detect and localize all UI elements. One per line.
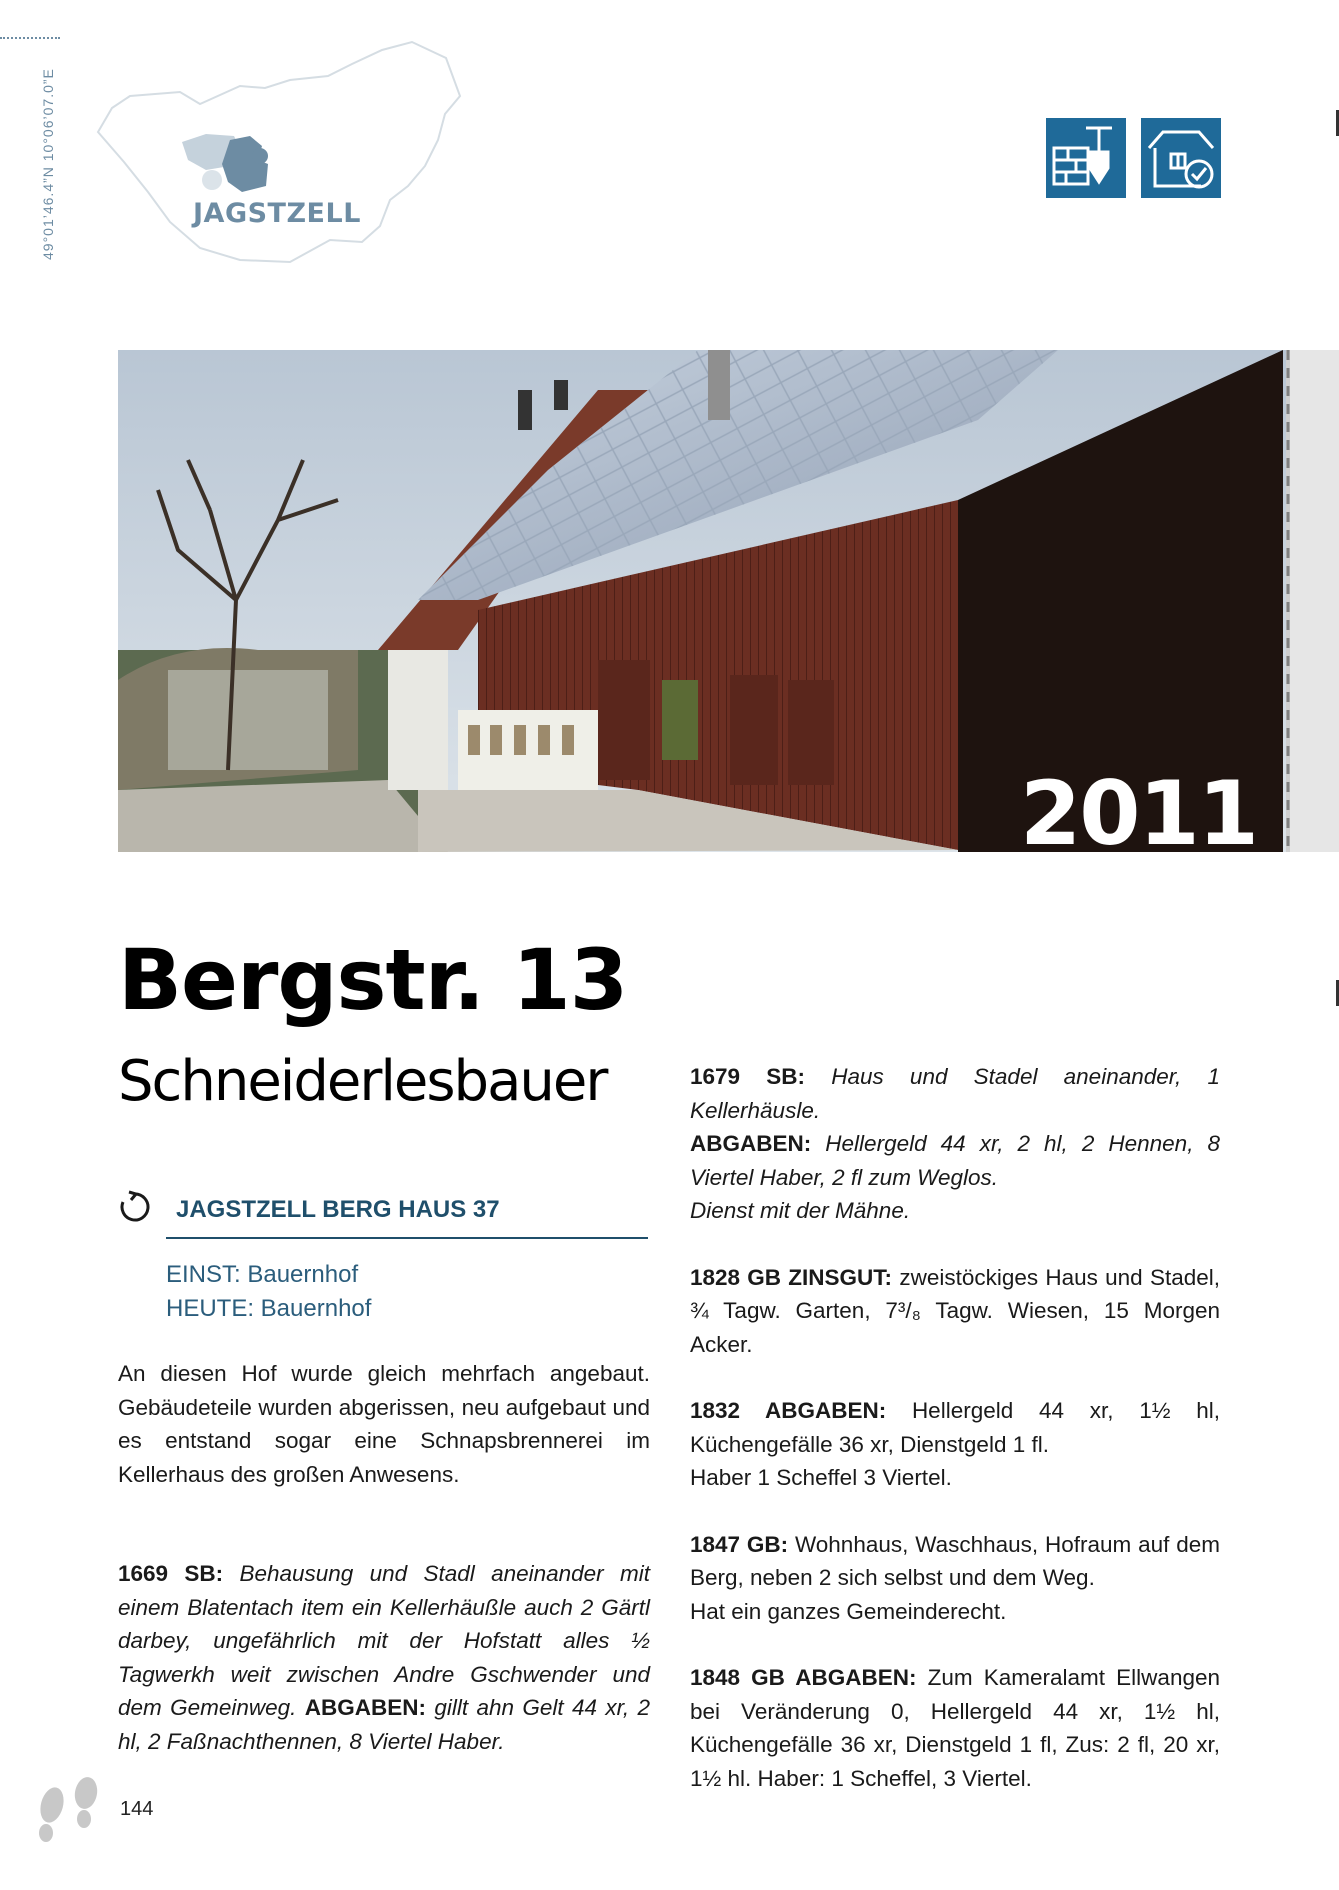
farm-building-check-icon [1141, 118, 1221, 198]
entry-lead: ABGABEN: [690, 1131, 812, 1156]
entry-1847 [690, 1528, 1220, 1629]
history-label: JAGSTZELL BERG HAUS 37 [176, 1195, 500, 1223]
intro-paragraph: An diesen Hof wurde gleich mehrfach angebaut. Gebäudeteile wurden abgerissen, neu aufgebaut und es entstand sogar eine Schnapsbrennerei im Kellerhaus des großen Anwesens. [118, 1361, 650, 1487]
entry-lead: 1669 SB: [118, 1561, 224, 1586]
entry-text: Haus und Stadel aneinander, 1 Kellerhäusle. [690, 1064, 1220, 1123]
entry-1679 [690, 1060, 1220, 1228]
entry-1828 [690, 1261, 1220, 1362]
entry-lead: 1832 ABGABEN: [690, 1398, 887, 1423]
entry-text: Hat ein ganzes Gemeinderecht. [690, 1598, 1007, 1624]
dotted-leader [0, 37, 60, 39]
entry-text: zweistöckiges Haus und Stadel, ¾ Tagw. Garten, 7³/₈ Tagw. Wiesen, 15 Morgen Acker. [690, 1264, 1220, 1357]
page-title: Bergstr. 13 [118, 931, 628, 1029]
entry-text: Haber 1 Scheffel 3 Viertel. [690, 1465, 952, 1490]
entry-lead: 1679 SB: [690, 1064, 805, 1089]
entry-1832 [690, 1394, 1220, 1495]
usage-block [166, 1258, 371, 1326]
entry-text: Zum Kameralamt Ellwangen bei Veränderung 0, Hellergeld 44 xr, 1½ hl, Küchengefälle 36 xr, Dienstgeld 1 fl, Zus: 2 fl, 20 xr, 1½ hl. Haber: 1 Scheffel, 3 Viertel. [690, 1665, 1220, 1791]
history-heading [118, 1190, 648, 1229]
district-locator-map [90, 36, 470, 276]
entry-1669 [118, 1557, 650, 1758]
entry-text: Hellergeld 44 xr, 2 hl, 2 Hennen, 8 Viertel Haber, 2 fl zum Weglos. [690, 1131, 1220, 1190]
entry-lead: 1847 GB: [690, 1531, 789, 1557]
photo-year: 2011 [1020, 770, 1257, 852]
entry-lead: 1828 GB ZINSGUT: [690, 1264, 893, 1290]
place-name: JAGSTZELL [193, 198, 361, 229]
left-column [118, 1357, 650, 1758]
entry-text: Dienst mit der Mähne. [690, 1198, 911, 1223]
page-subtitle: Schneiderlesbauer [118, 1049, 607, 1114]
entry-text: gillt ahn Gelt 44 xr, 2 hl, 2 Faßnachthennen, 8 Viertel Haber. [118, 1695, 650, 1754]
entry-1848 [690, 1661, 1220, 1795]
gps-coordinates: 49°01’46.4”N 10°06’07.0”E [40, 68, 56, 260]
entry-text: Wohnhaus, Waschhaus, Hofraum auf dem Berg, neben 2 sich selbst und dem Weg. [690, 1531, 1220, 1590]
page-number: 144 [120, 1798, 154, 1820]
usage-then: EINST: Bauernhof [166, 1261, 359, 1288]
entry-text: Behausung und Stadl aneinander mit einem Blatentach item ein Kellerhäußle auch 2 Gärtl darbey, ungefährlich mit der Hofstatt alles ½ Tagwerkh weit zwischen Andre Gschwender und dem Gemeinweg. [118, 1561, 650, 1720]
entry-lead: 1848 GB ABGABEN: [690, 1665, 917, 1690]
refresh-icon [118, 1190, 152, 1229]
footprints-icon [28, 1775, 108, 1850]
usage-now: HEUTE: Bauernhof [166, 1295, 372, 1322]
excavation-history-icon [1046, 118, 1126, 198]
entry-text: Hellergeld 44 xr, 1½ hl, Küchengefälle 36 xr, Dienstgeld 1 fl. [690, 1398, 1220, 1457]
divider [166, 1237, 648, 1239]
right-column [690, 1060, 1220, 1795]
entry-lead: ABGABEN: [304, 1695, 427, 1720]
